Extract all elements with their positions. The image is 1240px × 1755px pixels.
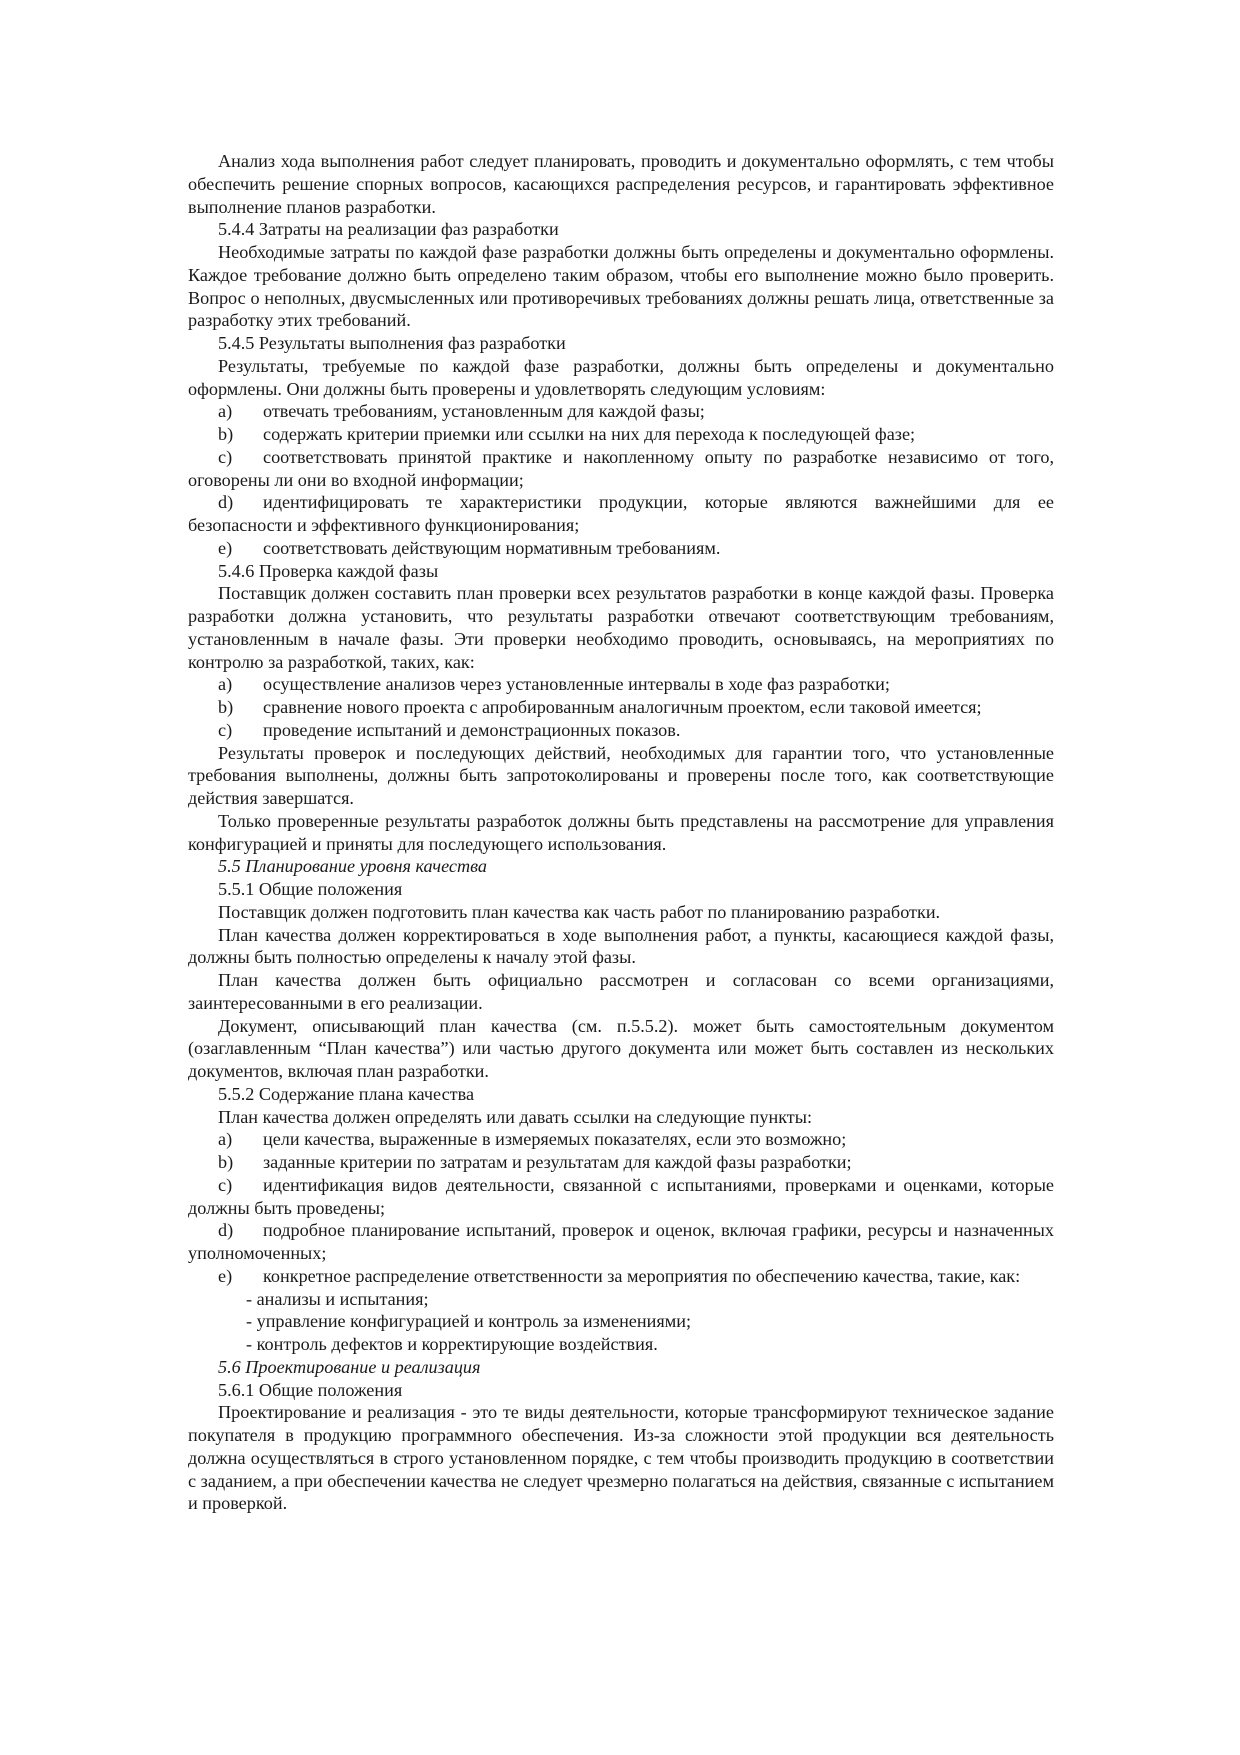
section-heading-5-5-2: 5.5.2 Содержание плана качества xyxy=(218,1083,475,1104)
list-marker: d) xyxy=(218,492,234,513)
paragraph: Проектирование и реализация - это те виды деятельности, которые трансформируют техническое задание покупателя в продукцию программного обеспечения. Из-за сложности этой продукции вся деятельность должна осуществляться в строго установленном порядке, с тем чтобы производить продукцию в соответствии с заданием, а при обеспечении качества не следует чрезмерно полагаться на действия, связанные с испытанием и проверкой. xyxy=(188,1402,1054,1514)
paragraph: План качества должен корректироваться в ходе выполнения работ, а пункты, касающиеся каждой фазы, должны быть полностью определены к началу этой фазы. xyxy=(188,924,1054,968)
paragraph: Анализ хода выполнения работ следует планировать, проводить и документально оформлять, с тем чтобы обеспечить решение спорных вопросов, касающихся распределения ресурсов, и гарантировать эффективное выполнение планов разработки. xyxy=(188,151,1054,217)
list-marker: c) xyxy=(218,446,233,467)
list-item-text: идентифицировать те характеристики продукции, которые являются важнейшими для ее безопасности и эффективного функционирования; xyxy=(188,492,1054,535)
list-item xyxy=(188,1174,1054,1220)
list-item xyxy=(188,446,1054,492)
list-item xyxy=(188,491,1054,537)
list-item xyxy=(188,423,1054,446)
dash-list-item: - анализы и испытания; xyxy=(246,1288,429,1309)
list-item xyxy=(188,1219,1054,1265)
list-marker: c) xyxy=(218,719,233,740)
list-marker: e) xyxy=(218,1265,233,1286)
list-marker: a) xyxy=(218,674,233,695)
list-item-text: содержать критерии приемки или ссылки на них для перехода к последующей фазе; xyxy=(263,424,916,444)
paragraph: Результаты, требуемые по каждой фазе разработки, должны быть определены и документально оформлены. Они должны быть проверены и удовлетворять следующим условиям: xyxy=(188,355,1054,399)
list-item-text: соответствовать действующим нормативным требованиям. xyxy=(263,537,721,558)
list-marker: a) xyxy=(218,401,233,422)
section-heading-5-5-1: 5.5.1 Общие положения xyxy=(218,879,403,899)
paragraph: Результаты проверок и последующих действий, необходимых для гарантии того, что установленные требования выполнены, должны быть запротоколированы и проверены после того, как соответствующие действия завершатся. xyxy=(188,742,1054,808)
section-heading-5-4-6: 5.4.6 Проверка каждой фазы xyxy=(218,560,439,581)
list-item-text: заданные критерии по затратам и результатам для каждой фазы разработки; xyxy=(263,1152,852,1172)
list-item-text: цели качества, выраженные в измеряемых показателях, если это возможно; xyxy=(263,1129,847,1150)
list-item-text: сравнение нового проекта с апробированным аналогичным проектом, если таковой имеется; xyxy=(263,697,982,717)
paragraph: Только проверенные результаты разработок должны быть представлены на рассмотрение для управления конфигурацией и приняты для последующего использования. xyxy=(188,810,1054,854)
document-body xyxy=(188,150,1054,1515)
paragraph: Необходимые затраты по каждой фазе разработки должны быть определены и документально оформлены. Каждое требование должно быть определено таким образом, чтобы его выполнение можно было проверить. Вопрос о неполных, двусмысленных или противоречивых требованиях должны решать лица, ответственные за разработку этих требований. xyxy=(188,242,1054,331)
paragraph: План качества должен быть официально рассмотрен и согласован со всеми организациями, заинтересованными в его реализации. xyxy=(188,970,1054,1013)
list-item-text: отвечать требованиям, установленным для каждой фазы; xyxy=(263,401,705,422)
list-item xyxy=(188,719,1054,742)
list-item xyxy=(188,696,1054,719)
list-item xyxy=(188,1128,1054,1151)
section-heading-5-6-1: 5.6.1 Общие положения xyxy=(218,1379,403,1400)
list-marker: b) xyxy=(218,424,234,444)
list-marker: e) xyxy=(218,537,233,558)
list-item-text: идентификация видов деятельности, связанной с испытаниями, проверками и оценками, которые должны быть проведены; xyxy=(188,1174,1054,1218)
paragraph: Документ, описывающий план качества (см. п.5.5.2). может быть самостоятельным документом (озаглавленным “План качества”) или частью другого документа или может быть составлен из нескольких документов, включая план разработки. xyxy=(188,1015,1054,1081)
list-item xyxy=(188,537,1054,560)
paragraph: Поставщик должен составить план проверки всех результатов разработки в конце каждой фазы. Проверка разработки должна установить, что результаты разработки отвечают соответствующим требованиям, установленным в начале фазы. Эти проверки необходимо проводить, основываясь, на мероприятиях по контролю за разработкой, таких, как: xyxy=(188,583,1054,672)
list-item-text: осуществление анализов через установленные интервалы в ходе фаз разработки; xyxy=(263,674,890,695)
list-item xyxy=(188,673,1054,696)
list-marker: c) xyxy=(218,1174,233,1195)
list-item-text: конкретное распределение ответственности за мероприятия по обеспечению качества, такие, как: xyxy=(263,1265,1021,1286)
list-marker: b) xyxy=(218,1152,234,1172)
list-marker: a) xyxy=(218,1129,233,1150)
section-heading-5-4-5: 5.4.5 Результаты выполнения фаз разработки xyxy=(218,333,566,353)
list-marker: d) xyxy=(218,1220,234,1241)
paragraph: План качества должен определять или давать ссылки на следующие пункты: xyxy=(218,1106,813,1127)
section-heading-5-4-4: 5.4.4 Затраты на реализации фаз разработки xyxy=(218,219,559,240)
dash-list-item: - управление конфигурацией и контроль за изменениями; xyxy=(246,1311,692,1332)
list-marker: b) xyxy=(218,697,234,717)
list-item-text: подробное планирование испытаний, проверок и оценок, включая графики, ресурсы и назначенных уполномоченных; xyxy=(188,1220,1054,1263)
dash-list-item: - контроль дефектов и корректирующие воздействия. xyxy=(246,1334,658,1354)
section-heading-5-5: 5.5 Планирование уровня качества xyxy=(218,856,487,877)
list-item xyxy=(188,1151,1054,1174)
list-item-text: проведение испытаний и демонстрационных показов. xyxy=(263,719,681,740)
section-heading-5-6: 5.6 Проектирование и реализация xyxy=(218,1356,481,1377)
paragraph: Поставщик должен подготовить план качества как часть работ по планированию разработки. xyxy=(218,901,941,922)
list-item-text: соответствовать принятой практике и накопленному опыту по разработке независимо от того, оговорены ли они во входной информации; xyxy=(188,446,1054,490)
list-item xyxy=(188,400,1054,423)
list-item xyxy=(188,1265,1054,1288)
